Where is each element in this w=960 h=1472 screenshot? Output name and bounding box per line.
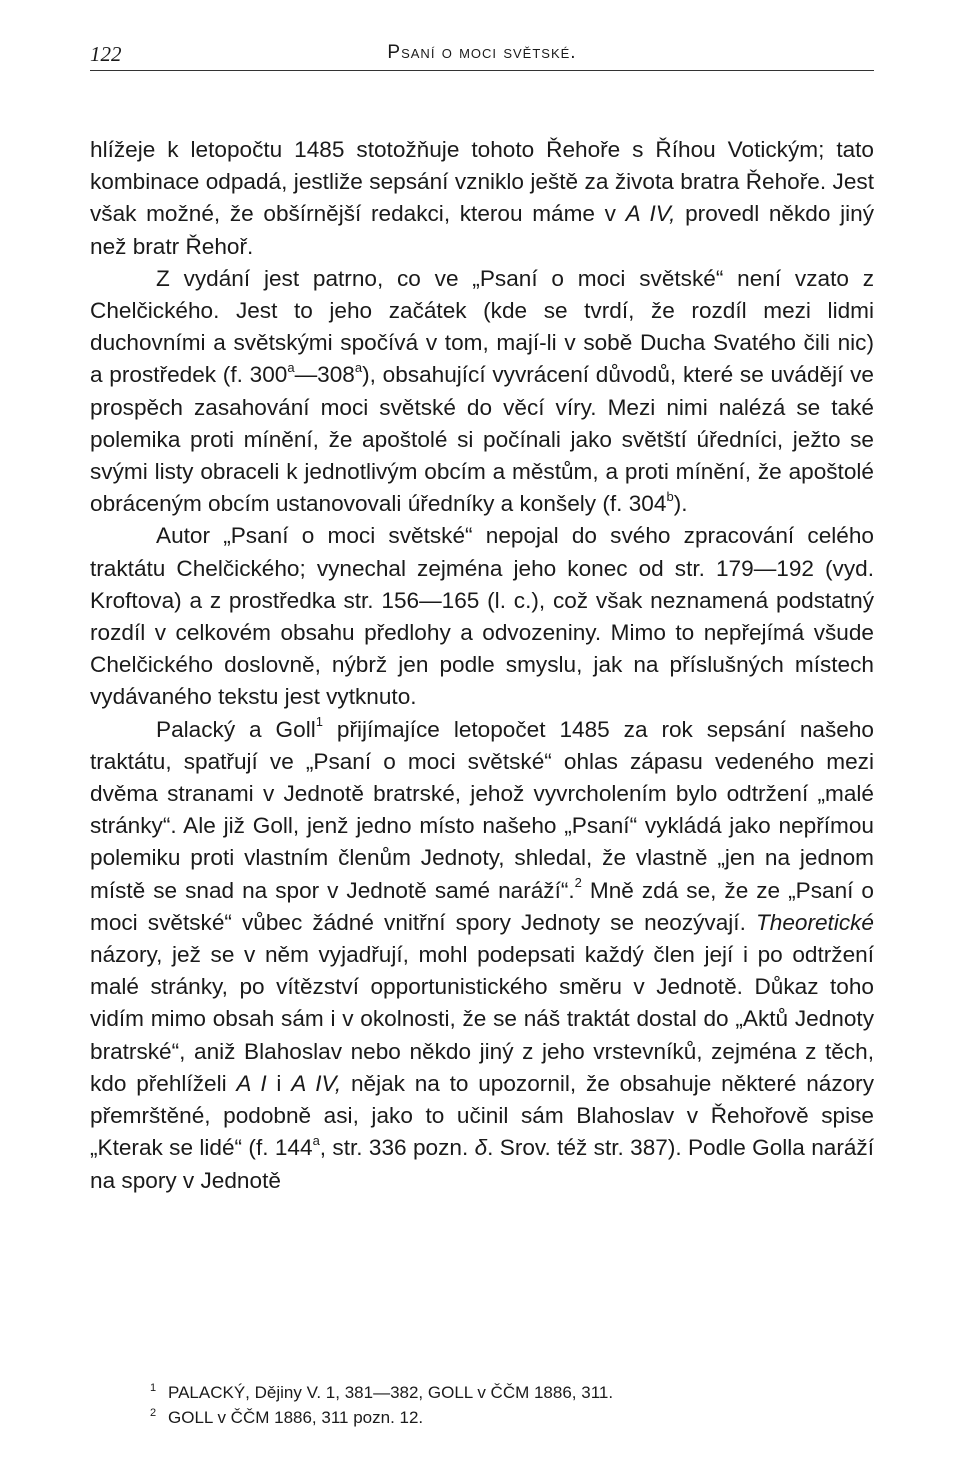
text-run: hlížeje k letopočtu 1485 stotožňuje tohoto Řehoře s Říhou Votickým; tato kombinace odpadá, jestliže sepsání vzniklo ještě za života bratra Řehoře. Jest však možné, že obšírnější redakci, kterou máme v: [90, 137, 874, 227]
header-rule: [90, 70, 874, 71]
manuscript-ref: A IV,: [291, 1070, 342, 1096]
footnote-text: GOLL v ČČM 1886, 311 pozn. 12.: [168, 1408, 424, 1427]
running-title: Psaní o moci světské.: [387, 42, 577, 63]
paragraph-3: Autor „Psaní o moci světské“ nepojal do svého zpracování celého traktátu Chelčického; vynechal zejména jeho konec od str. 179—192 (vyd. Kroftova) a z prostředka str. 156—165 (l. c.), což však neznamená podstatný rozdíl v celkovém obsahu předlohy a odvozeniny. Mimo to nepřejímá všude Chelčického doslovně, nýbrž jen podle smyslu, jak na příslušných místech vydávaného tekstu jest vytknuto.: [90, 523, 874, 710]
paragraph-2: [90, 263, 874, 521]
footnote-1: [150, 1380, 874, 1405]
note-symbol: δ: [474, 1135, 488, 1161]
text-run: Z vydání jest patrno, co ve „Psaní o moci světské“ není vzato z Chelčického. Jest to jeho začátek (kde se tvrdí, že rozdíl mezi lidmi duchovními a světskými spočívá v tom, mají-li v sobě Ducha Svatého čili nic) a prostředek (f. 300: [90, 265, 874, 388]
footnote-mark: 2: [150, 1407, 157, 1419]
footnote-2: [150, 1405, 874, 1430]
footnote-ref: 1: [315, 714, 323, 730]
superscript: b: [666, 488, 674, 504]
page-header: [90, 38, 874, 70]
page-number: 122: [90, 42, 122, 66]
manuscript-ref: A I: [236, 1070, 267, 1096]
superscript: a: [312, 1132, 320, 1148]
italic-term: Theoretické: [755, 909, 874, 935]
text-run: ).: [673, 491, 688, 517]
footnotes: [150, 1380, 874, 1430]
footnote-text: PALACKÝ, Dějiny V. 1, 381—382, GOLL v ČČM 1886, 311.: [168, 1383, 614, 1402]
footnote-mark: 1: [150, 1382, 157, 1394]
text-run: názory, jež se v něm vyjadřují, mohl podepsati každý člen její i po odtržení malé stránky, po vítězství opportunistického směru v Jednotě. Důkaz toho vidím mimo obsah sám i v okolnosti, že se náš traktát dostal do „Aktů Jednoty bratrské“, aniž Blahoslav nebo někdo jiný z jeho vrstevníků, zejména z těch, kdo přehlíželi: [90, 942, 874, 1096]
footnote-ref: 2: [574, 875, 582, 891]
text-run: Palacký a Goll: [156, 716, 316, 742]
text-run: nějak na to upozornil, že obsahuje některé názory přemrštěné, podobně asi, jako to učinil sám Blahoslav v Řehořově spise „Kterak se lidé“ (f. 144: [90, 1070, 875, 1161]
text-run: Mně zdá se, že ze „Psaní o moci světské“ vůbec žádné vnitřní spory Jednoty se neozývají.: [90, 877, 874, 935]
paragraph-4: [90, 714, 874, 1197]
paragraph-1: [90, 134, 874, 263]
text-run: provedl někdo jiný než bratr Řehoř.: [90, 201, 874, 259]
text-run: —308: [294, 362, 355, 388]
text-run: , str. 336 pozn.: [319, 1135, 475, 1161]
text-run: přijímajíce letopočet 1485 za rok sepsání našeho traktátu, spatřují ve „Psaní o moci světské“ ohlas zápasu vedeného mezi dvěma stranami v Jednotě bratrské, jehož vyvrcholením bylo odtržení „malé stránky“. Ale již Goll, jenž jedno místo našeho „Psaní“ vykládá jako nepřímou polemiku proti vlastním členům Jednoty, shledal, že vlastně „jen na jednom místě se snad na spor v Jednotě samé naráží“.: [90, 716, 874, 903]
body-text: [90, 134, 874, 1197]
text-run: i: [266, 1070, 292, 1096]
manuscript-ref: A IV,: [625, 201, 676, 227]
superscript: a: [354, 359, 363, 375]
superscript: a: [287, 359, 295, 375]
text-run: ), obsahující vyvrácení důvodů, které se uvádějí ve prospěch zasahování moci světské do věcí víry. Mezi nimi nalézá se také polemika proti mínění, že apoštolé si počínali jako světští úředníci, ježto se svými listy obraceli k jednotlivým obcím a městům, a proti mínění, že apoštolé obráceným obcím ustanovovali úředníky a konšely (f. 304: [90, 362, 874, 517]
text-run: . Srov. též str. 387). Podle Golla naráží na spory v Jednotě: [90, 1135, 875, 1193]
